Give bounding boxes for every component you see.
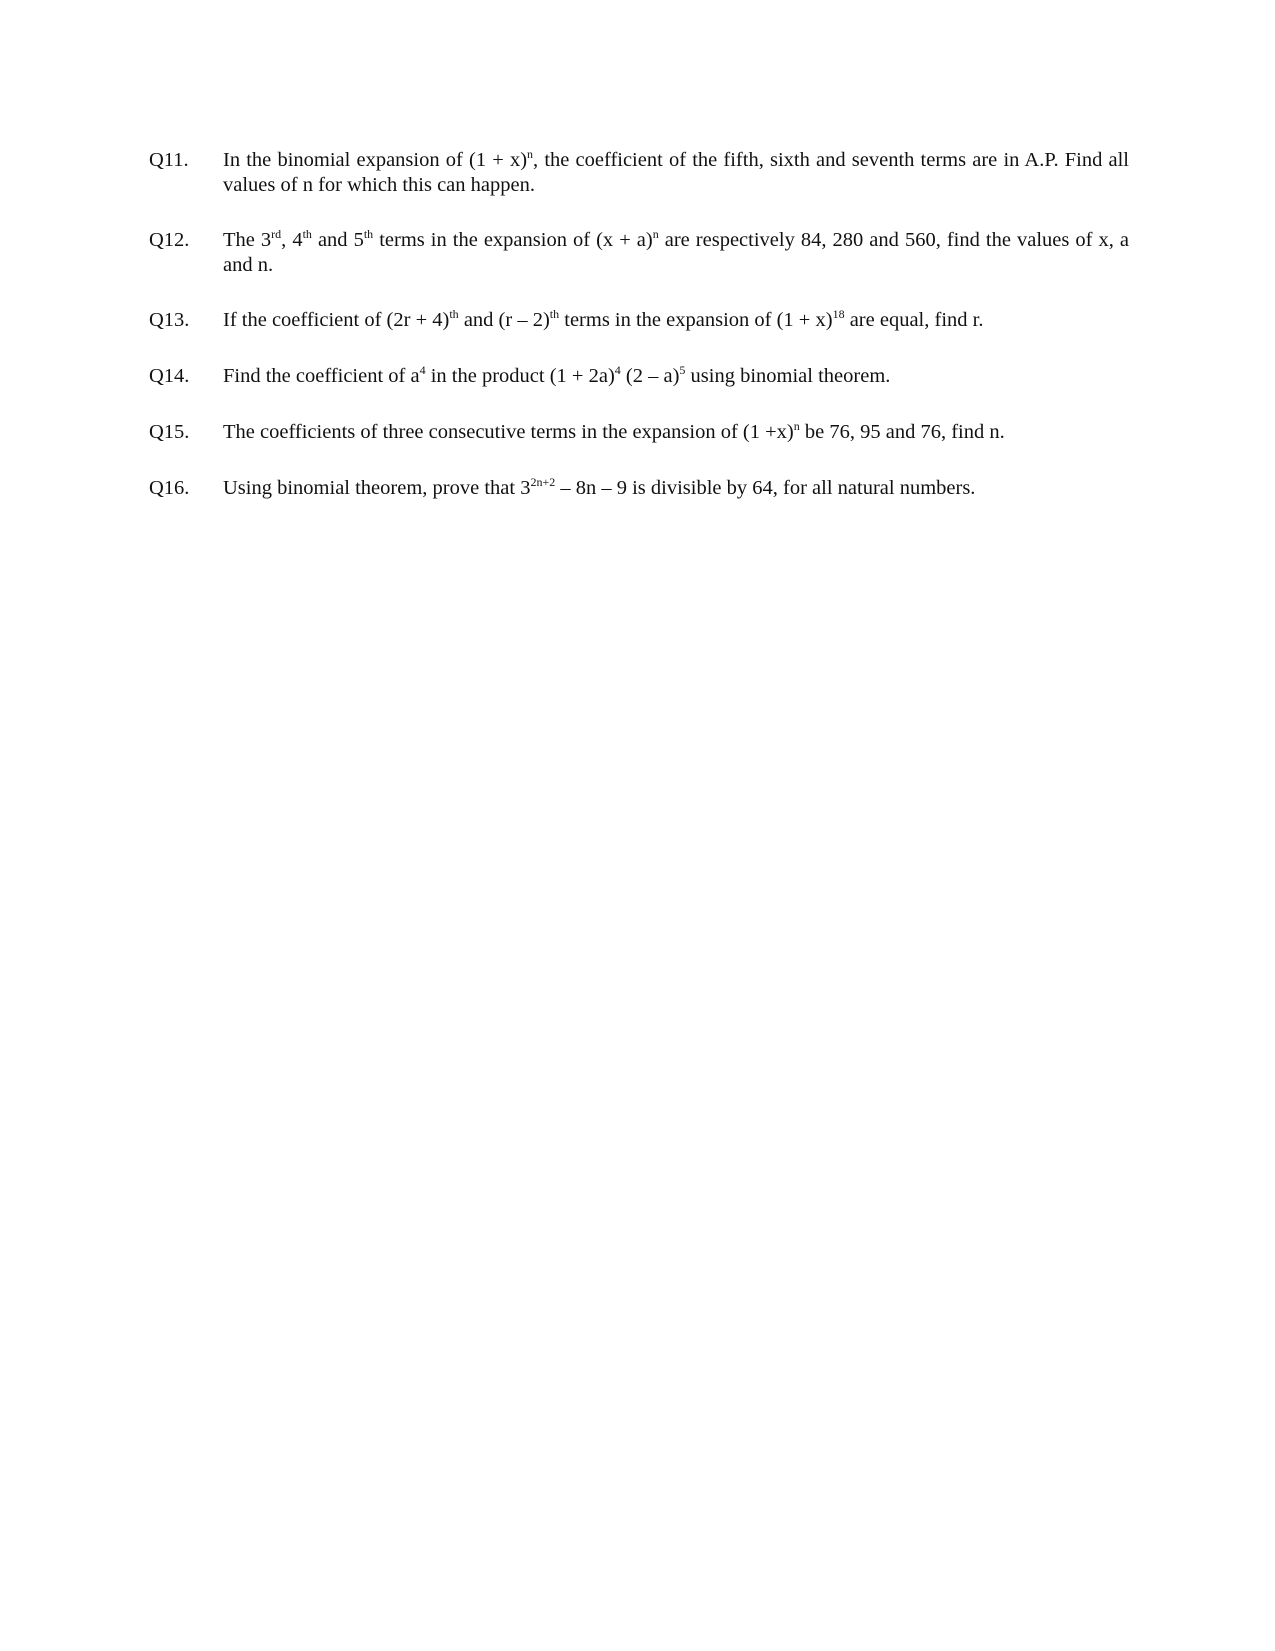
text-run: The 3: [223, 229, 272, 251]
superscript: th: [549, 307, 560, 321]
superscript: 4: [614, 363, 621, 377]
question-item: [149, 228, 1129, 278]
question-number: Q13.: [149, 309, 190, 331]
text-run: If the coefficient of (2r + 4): [223, 309, 450, 331]
text-run: Find the coefficient of a: [223, 365, 420, 387]
question-item: [149, 308, 1129, 333]
text-run: are equal, find r.: [844, 309, 984, 331]
text-run: and 5: [311, 229, 364, 251]
text-run: are respectively 84, 280 and 560, find the values of x, a and n.: [223, 229, 1129, 276]
text-run: using binomial theorem.: [685, 365, 891, 387]
question-number: Q12.: [149, 229, 190, 251]
text-run: – 8n – 9 is divisible by 64, for all natural numbers.: [555, 477, 976, 499]
superscript: 5: [679, 363, 686, 377]
question-text: [223, 228, 1129, 278]
question-number: Q16.: [149, 477, 190, 499]
superscript: th: [363, 227, 374, 241]
superscript: n: [793, 419, 800, 433]
text-run: in the product (1 + 2a): [425, 365, 615, 387]
question-number: Q14.: [149, 365, 190, 387]
text-run: terms in the expansion of (x + a): [373, 229, 653, 251]
question-item: [149, 420, 1129, 445]
question-text: [223, 364, 1129, 389]
question-text: [223, 308, 1129, 333]
superscript: rd: [271, 227, 282, 241]
superscript: n: [652, 227, 659, 241]
text-run: In the binomial expansion of (1 + x): [223, 149, 528, 171]
text-run: (2 – a): [620, 365, 680, 387]
question-number: Q15.: [149, 421, 190, 443]
question-item: [149, 364, 1129, 389]
text-run: The coefficients of three consecutive terms in the expansion of (1 +x): [223, 421, 794, 443]
superscript: 18: [832, 307, 845, 321]
text-run: , the coefficient of the fifth, sixth and seventh terms are in A.P. Find all values of n for which this can happen.: [223, 149, 1130, 196]
superscript: 4: [419, 363, 426, 377]
text-run: Using binomial theorem, prove that 3: [223, 477, 531, 499]
superscript: th: [449, 307, 459, 321]
text-run: terms in the expansion of (1 + x): [559, 309, 833, 331]
question-text: [223, 476, 1129, 501]
text-run: be 76, 95 and 76, find n.: [799, 421, 1005, 443]
question-number: Q11.: [149, 149, 189, 171]
superscript: 2n+2: [530, 475, 556, 489]
question-text: [223, 420, 1129, 445]
question-item: [149, 148, 1129, 198]
text-run: and (r – 2): [458, 309, 550, 331]
question-item: [149, 476, 1129, 501]
text-run: , 4: [281, 229, 303, 251]
superscript: th: [302, 227, 312, 241]
question-text: [223, 148, 1129, 198]
superscript: n: [527, 147, 534, 161]
